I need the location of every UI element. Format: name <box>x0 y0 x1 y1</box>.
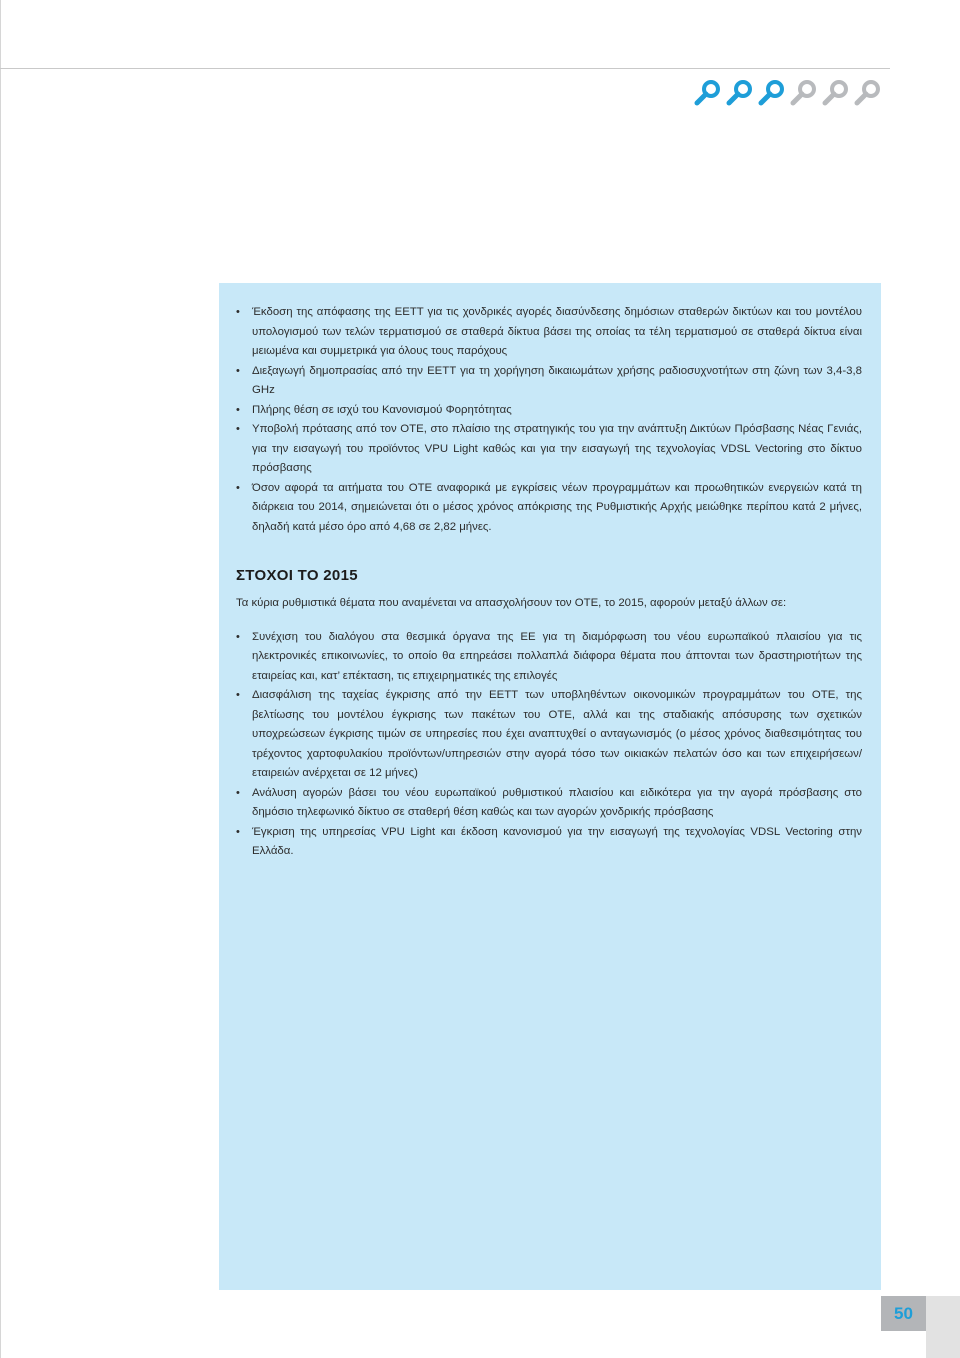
page-edge-strip <box>926 1296 960 1358</box>
section-intro: Τα κύρια ρυθμιστικά θέματα που αναμένεται να απασχολήσουν τον ΟΤΕ, το 2015, αφορούν μεταξύ άλλων σε: <box>236 597 787 609</box>
magnifier-icon <box>853 78 883 108</box>
left-margin-line <box>0 0 1 1358</box>
list-item: • Συνέχιση του διαλόγου στα θεσμικά όργανα της ΕΕ για τη διαμόρφωση του νέου ευρωπαϊκού πλαισίου για τις ηλεκτρονικές επικοινωνίες, το οποίο θα επηρεάσει πολλαπλά διάφορα θέματα που άπτονται των δραστηριοτήτων της εταιρείας και, κατ’ επέκταση, τις επιχειρηματικές της επιλογές <box>236 628 862 687</box>
header-rule <box>0 68 890 69</box>
goals-bullet-list <box>236 628 862 862</box>
page-number: 50 <box>881 1296 926 1331</box>
list-item: • Έκδοση της απόφασης της ΕΕΤΤ για τις χονδρικές αγορές διασύνδεσης δημόσιων σταθερών δικτύων και του μοντέλου υπολογισμού των τελών τερματισμού σε σταθερά δίκτυα βάσει της οποίας τα τέλη τερματισμού σε σταθερά δίκτυα είναι μειωμένα και συμμετρικά για όλους τους παρόχους <box>236 303 862 362</box>
list-item: • Πλήρης θέση σε ισχύ του Κανονισμού Φορητότητας <box>236 401 862 421</box>
top-bullet-list <box>236 303 862 537</box>
list-item: • Έγκριση της υπηρεσίας VPU Light και έκδοση κανονισμού για την εισαγωγή της τεχνολογίας VDSL Vectoring στην Ελλάδα. <box>236 823 862 862</box>
header-icon-row <box>693 78 885 114</box>
list-item: • Ανάλυση αγορών βάσει του νέου ευρωπαϊκού ρυθμιστικού πλαισίου και ειδικότερα για την αγορά πρόσβασης στο δημόσιο τηλεφωνικό δίκτυο σε σταθερή θέση καθώς και των αγορών χονδρικής πρόσβασης <box>236 784 862 823</box>
magnifier-icon <box>693 78 723 108</box>
list-item: • Διεξαγωγή δημοπρασίας από την ΕΕΤΤ για τη χορήγηση δικαιωμάτων χρήσης ραδιοσυχνοτήτων στη ζώνη των 3,4-3,8 GHz <box>236 362 862 401</box>
magnifier-icon <box>821 78 851 108</box>
list-item: • Όσον αφορά τα αιτήματα του ΟΤΕ αναφορικά με εγκρίσεις νέων προγραμμάτων και προωθητικών ενεργειών κατά τη διάρκεια του 2014, σημειώνεται ότι ο μέσος χρόνος απόκρισης της Ρυθμιστικής Αρχής μειώθηκε περίπου κατά 2 μήνες, δηλαδή κατά μέσο όρο από 4,68 σε 2,82 μήνες. <box>236 479 862 538</box>
magnifier-icon <box>789 78 819 108</box>
magnifier-icon <box>725 78 755 108</box>
panel-content <box>236 303 862 862</box>
list-item: • Υποβολή πρότασης από τον ΟΤΕ, στο πλαίσιο της στρατηγικής του για την ανάπτυξη Δικτύων Πρόσβασης Νέας Γενιάς, για την εισαγωγή του προϊόντος VPU Light καθώς και για την εισαγωγή της τεχνολογίας VDSL Vectoring στο δίκτυο πρόσβασης <box>236 420 862 479</box>
magnifier-icon <box>757 78 787 108</box>
list-item: • Διασφάλιση της ταχείας έγκρισης από την ΕΕΤΤ των υποβληθέντων οικονομικών προγραμμάτων του ΟΤΕ, της βελτίωσης του μοντέλου έγκρισης των πακέτων του ΟΤΕ, αλλά και της σταδιακής απόσυρσης των σχετικών υποχρεώσεων έγκρισης τιμών σε υπηρεσίες που έχει αναπτυχθεί ο ανταγωνισμός (ο μέσος χρόνος διαθεσιμότητας του τρέχοντος χαρτοφυλακίου προϊόντων/υπηρεσιών στην αγορά τόσο των οικιακών πελατών όσο και των επιχειρήσεων/εταιρειών ανέρχεται σε 12 μήνες) <box>236 686 862 784</box>
section-heading: ΣΤΟΧΟΙ ΤΟ 2015 <box>236 567 358 584</box>
